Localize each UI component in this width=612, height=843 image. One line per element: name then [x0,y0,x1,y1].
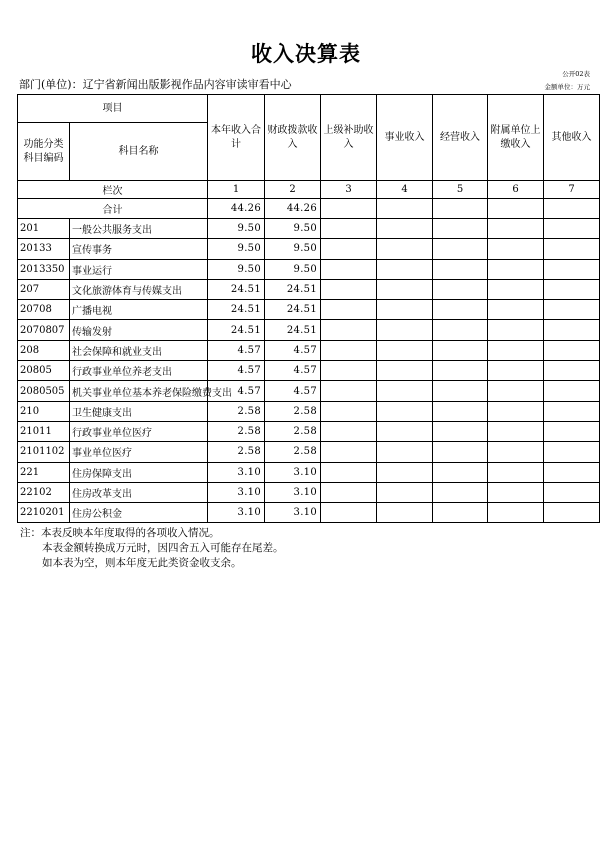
empty-cell [321,401,377,421]
row-name: 宣传事务 [70,239,208,259]
empty-cell [321,320,377,340]
empty-cell [433,300,488,320]
col-num-3: 3 [321,181,377,199]
empty-cell [321,259,377,279]
col-num-2: 2 [265,181,321,199]
empty-cell [488,503,544,523]
header-item: 项目 [18,95,208,123]
table-row [18,503,600,523]
row-c1: 9.50 [208,259,265,279]
empty-cell [544,503,600,523]
total-label: 合计 [18,199,208,219]
row-name: 传输发射 [70,320,208,340]
row-c1: 2.58 [208,401,265,421]
page-title: 收入决算表 [251,41,361,66]
row-c1: 9.50 [208,219,265,239]
empty-cell [321,421,377,441]
col-num-4: 4 [377,181,433,199]
header-col-6: 附属单位上缴收入 [488,95,544,181]
empty-cell [488,361,544,381]
empty-cell [377,219,433,239]
empty-cell [488,340,544,360]
row-c2: 2.58 [265,442,321,462]
table-body [18,219,600,523]
row-c1: 24.51 [208,300,265,320]
table-row [18,401,600,421]
row-c1: 3.10 [208,462,265,482]
row-c1: 24.51 [208,320,265,340]
table-row [18,259,600,279]
row-code: 221 [18,462,70,482]
row-name: 住房保障支出 [70,462,208,482]
row-c2: 9.50 [265,239,321,259]
empty-cell [488,442,544,462]
row-code: 21011 [18,421,70,441]
empty-cell [377,442,433,462]
row-code: 207 [18,279,70,299]
row-c2: 4.57 [265,340,321,360]
note-2: 本表金额转换成万元时，因四舍五入可能存在尾差。 [42,542,284,554]
empty-cell [488,381,544,401]
total-c2: 44.26 [265,199,321,219]
empty-cell [377,503,433,523]
empty-cell [321,442,377,462]
row-name: 卫生健康支出 [70,401,208,421]
empty-cell [321,482,377,502]
empty-cell [488,421,544,441]
row-c1: 2.58 [208,442,265,462]
header-subject-name: 科目名称 [70,123,208,181]
row-c1: 3.10 [208,503,265,523]
form-number: 公开02表 [562,70,590,78]
empty-cell [544,381,600,401]
empty-cell [433,259,488,279]
empty-cell [433,442,488,462]
empty-cell [377,300,433,320]
row-label: 栏次 [18,181,208,199]
empty-cell [433,219,488,239]
row-code: 2013350 [18,259,70,279]
header-col-4: 事业收入 [377,95,433,181]
table-row [18,279,600,299]
row-c2: 2.58 [265,421,321,441]
empty-cell [433,239,488,259]
table-row [18,340,600,360]
empty-cell [377,381,433,401]
row-c1: 3.10 [208,482,265,502]
row-c2: 3.10 [265,482,321,502]
row-c1: 2.58 [208,421,265,441]
income-table [17,94,600,523]
empty-cell [377,340,433,360]
row-code: 210 [18,401,70,421]
notes [20,526,284,571]
header-col-2: 财政拨款收入 [265,95,321,181]
empty-cell [488,320,544,340]
table-row [18,421,600,441]
row-c1: 4.57 [208,340,265,360]
empty-cell [321,361,377,381]
empty-cell [433,340,488,360]
empty-cell [544,401,600,421]
empty-cell [321,300,377,320]
row-code: 22102 [18,482,70,502]
table-row [18,482,600,502]
table-row [18,300,600,320]
empty-cell [433,421,488,441]
table-row [18,381,600,401]
empty-cell [544,279,600,299]
row-name: 住房改革支出 [70,482,208,502]
empty-cell [433,401,488,421]
note-1: 注：本表反映本年度取得的各项收入情况。 [20,527,220,539]
row-c1: 4.57 [208,381,265,401]
row-c1: 9.50 [208,239,265,259]
col-num-6: 6 [488,181,544,199]
row-code: 2210201 [18,503,70,523]
empty-cell [433,462,488,482]
empty-cell [433,279,488,299]
table-row [18,361,600,381]
row-c2: 3.10 [265,462,321,482]
row-code: 208 [18,340,70,360]
empty-cell [321,381,377,401]
note-3: 如本表为空，则本年度无此类资金收支余。 [42,557,242,569]
empty-cell [321,279,377,299]
row-c1: 24.51 [208,279,265,299]
empty-cell [544,340,600,360]
empty-cell [433,361,488,381]
col-num-7: 7 [544,181,600,199]
row-name: 一般公共服务支出 [70,219,208,239]
row-c2: 4.57 [265,381,321,401]
empty-cell [488,219,544,239]
row-c2: 9.50 [265,219,321,239]
amount-unit: 金额单位：万元 [544,83,590,91]
row-c2: 3.10 [265,503,321,523]
row-name: 社会保障和就业支出 [70,340,208,360]
empty-cell [321,239,377,259]
empty-cell [321,340,377,360]
empty-cell [433,482,488,502]
empty-cell [488,279,544,299]
department-label: 部门(单位)：辽宁省新闻出版影视作品内容审读审看中心 [19,78,292,91]
row-name: 行政事业单位养老支出 [70,361,208,381]
table-row [18,442,600,462]
table-row [18,320,600,340]
header-func-code: 功能分类科目编码 [18,123,70,181]
empty-cell [433,381,488,401]
empty-cell [544,442,600,462]
empty-cell [488,462,544,482]
empty-cell [321,462,377,482]
empty-cell [377,361,433,381]
empty-cell [377,279,433,299]
empty-cell [433,320,488,340]
empty-cell [544,219,600,239]
empty-cell [488,482,544,502]
empty-cell [488,300,544,320]
row-code: 20708 [18,300,70,320]
row-name: 事业单位医疗 [70,442,208,462]
empty-cell [488,239,544,259]
table-row [18,219,600,239]
empty-cell [321,219,377,239]
empty-cell [544,421,600,441]
header-col-3: 上级补助收入 [321,95,377,181]
empty-cell [377,421,433,441]
row-code: 20805 [18,361,70,381]
empty-cell [433,503,488,523]
row-code: 2070807 [18,320,70,340]
row-name: 机关事业单位基本养老保险缴费支出 [70,381,208,401]
empty-cell [544,320,600,340]
col-num-1: 1 [208,181,265,199]
empty-cell [544,462,600,482]
total-c1: 44.26 [208,199,265,219]
empty-cell [321,503,377,523]
row-code: 201 [18,219,70,239]
empty-cell [377,259,433,279]
empty-cell [544,259,600,279]
header-col-7: 其他收入 [544,95,600,181]
empty-cell [377,239,433,259]
empty-cell [377,401,433,421]
empty-cell [544,239,600,259]
row-c2: 24.51 [265,279,321,299]
empty-cell [488,401,544,421]
empty-cell [377,462,433,482]
row-c2: 4.57 [265,361,321,381]
row-name: 住房公积金 [70,503,208,523]
empty-cell [377,482,433,502]
empty-cell [544,482,600,502]
empty-cell [377,320,433,340]
table-row [18,462,600,482]
row-code: 2080505 [18,381,70,401]
row-name: 事业运行 [70,259,208,279]
row-name: 广播电视 [70,300,208,320]
row-c1: 4.57 [208,361,265,381]
row-code: 20133 [18,239,70,259]
row-c2: 9.50 [265,259,321,279]
header-col-5: 经营收入 [433,95,488,181]
col-num-5: 5 [433,181,488,199]
row-name: 文化旅游体育与传媒支出 [70,279,208,299]
row-code: 2101102 [18,442,70,462]
empty-cell [488,259,544,279]
row-c2: 24.51 [265,300,321,320]
table-row [18,239,600,259]
row-c2: 2.58 [265,401,321,421]
row-c2: 24.51 [265,320,321,340]
empty-cell [544,361,600,381]
header-col-1: 本年收入合计 [208,95,265,181]
total-row [18,199,600,219]
row-name: 行政事业单位医疗 [70,421,208,441]
empty-cell [544,300,600,320]
